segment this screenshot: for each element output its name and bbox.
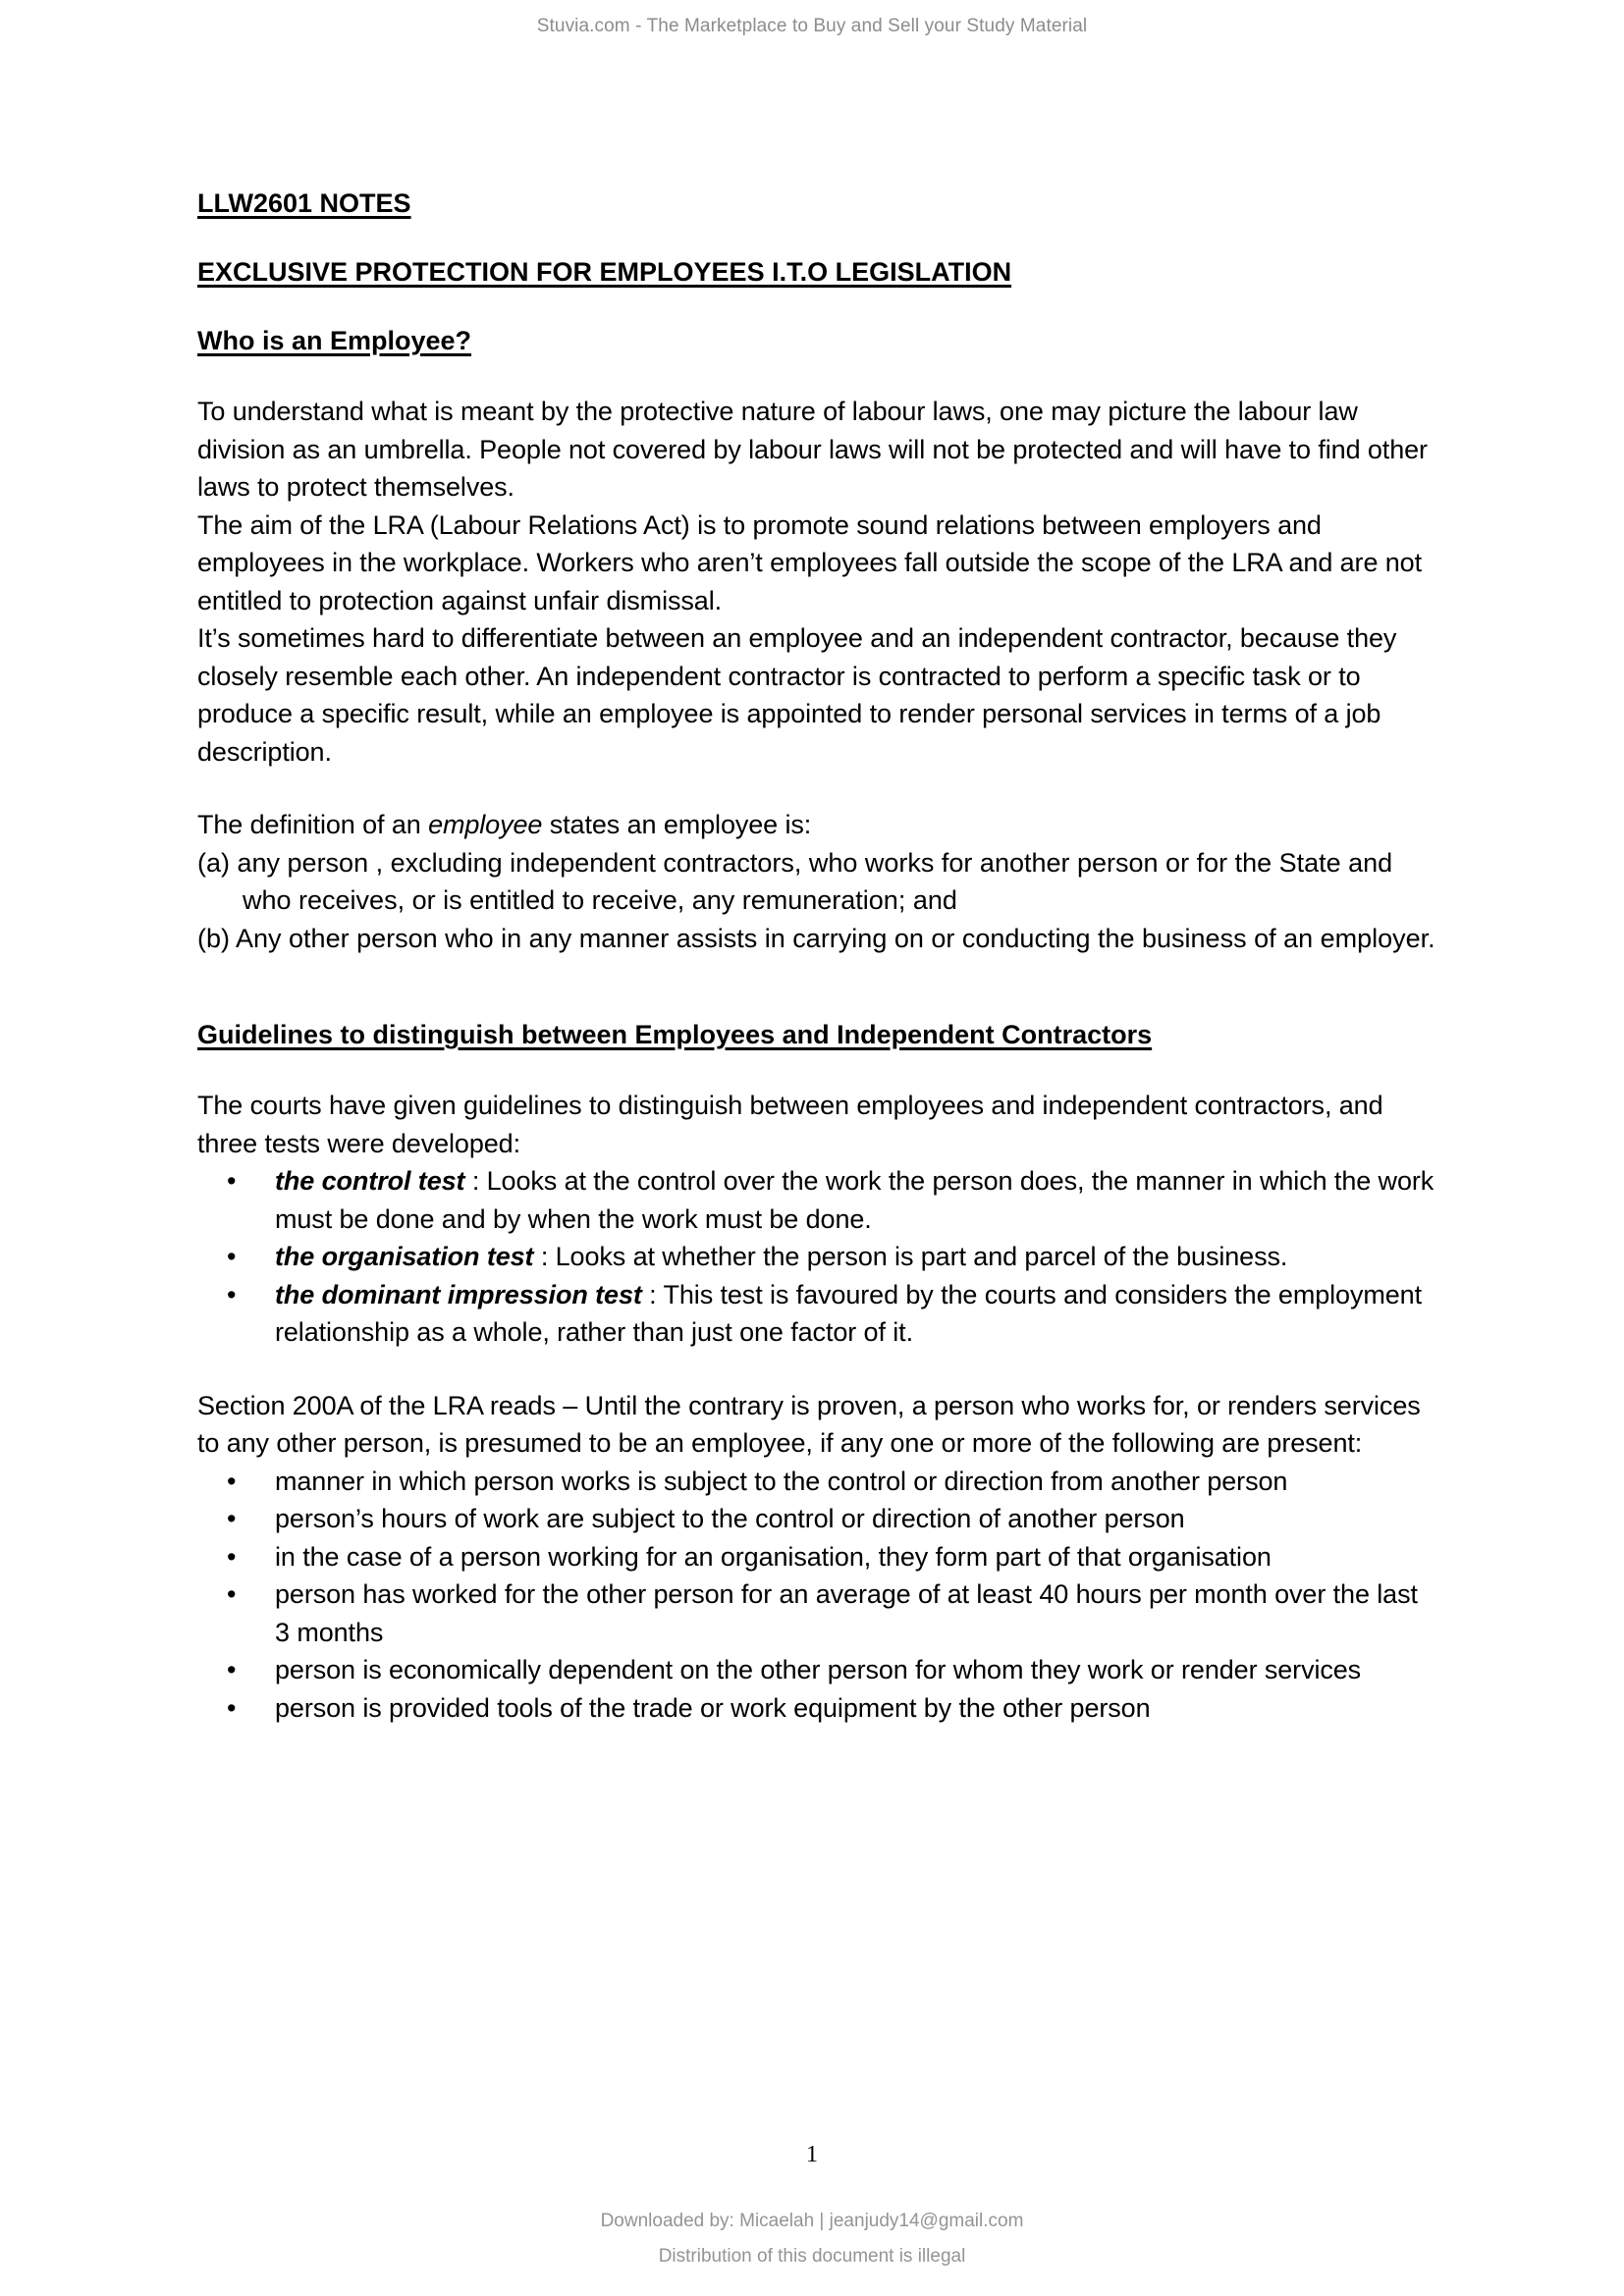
list-item-text: person is economically dependent on the other person for whom they work or render services [275, 1655, 1362, 1685]
document-footer [0, 2204, 1624, 2274]
test-name: the control test [275, 1166, 465, 1197]
bullet-icon: • [227, 1579, 237, 1610]
list-item [197, 1463, 1439, 1501]
spacer [197, 771, 1439, 806]
list-item [197, 1651, 1439, 1689]
bullet-icon: • [227, 1279, 237, 1309]
bullet-icon: • [227, 1692, 237, 1723]
list-item-text: in the case of a person working for an organisation, they form part of that organisation [275, 1541, 1272, 1572]
list-item [197, 1162, 1439, 1238]
bullet-icon: • [227, 1242, 237, 1272]
definition-item-a: (a) any person , excluding independent contractors, who works for another person or for the State and who receives, or is entitled to receive, any remuneration; and [197, 847, 1393, 916]
definition-lead-after: states an employee is: [542, 810, 812, 840]
list-item [197, 1538, 1439, 1576]
list-item [197, 1575, 1439, 1651]
section-heading-block [197, 255, 1439, 290]
list-item-text: person’s hours of work are subject to the control or direction of another person [275, 1504, 1185, 1534]
list-item [197, 1500, 1439, 1538]
list-item [197, 1276, 1439, 1352]
list-item-text: person has worked for the other person for an average of at least 40 hours per month over the last 3 months [275, 1579, 1418, 1647]
bullet-icon: • [227, 1504, 237, 1534]
page-number-text: 1 [806, 2142, 818, 2167]
document-title-block [197, 187, 1439, 221]
paragraph-intro: To understand what is meant by the protective nature of labour laws, one may picture the labour law division as an umbrella. People not covered by labour laws will not be protected and will have to find other laws to protect themselves. [197, 397, 1428, 503]
bullet-icon: • [227, 1541, 237, 1572]
tests-bullet-list [197, 1162, 1439, 1352]
section-heading-text: EXCLUSIVE PROTECTION FOR EMPLOYEES I.T.O LEGISLATION [197, 257, 1012, 288]
guidelines-heading-text: Guidelines to distinguish between Employees and Independent Contractors [197, 1020, 1153, 1050]
test-description: : Looks at whether the person is part and parcel of the business. [533, 1242, 1288, 1272]
definition-lead-italic: employee [428, 810, 543, 840]
bullet-icon: • [227, 1166, 237, 1197]
document-content [197, 187, 1439, 1727]
paragraph-contractor-difference: It’s sometimes hard to differentiate between an employee and an independent contractor, because they closely resemble each other. An independent contractor is contracted to perform a specific task or to produce a specific result, while an employee is appointed to render personal services in terms of a job description. [197, 623, 1397, 767]
stuvia-watermark-header [0, 16, 1624, 37]
spacer [197, 957, 1439, 1018]
list-item-text: person is provided tools of the trade or work equipment by the other person [275, 1692, 1151, 1723]
page-title [197, 187, 1439, 221]
paragraph-lra-aim: The aim of the LRA (Labour Relations Act) is to promote sound relations between employers and employees in the workplace. Workers who aren’t employees fall outside the scope of the LRA and are not entitled to protection against unfair dismissal. [197, 509, 1423, 615]
definition-lead-line [197, 806, 1439, 844]
test-description: : Looks at the control over the work the person does, the manner in which the work must be done and by when the work must be done. [275, 1166, 1435, 1234]
paragraph-guidelines-intro: The courts have given guidelines to distinguish between employees and independent contractors, and three tests were developed: [197, 1091, 1383, 1158]
guidelines-heading [197, 1018, 1439, 1052]
list-item-text: manner in which person works is subject to the control or direction from another person [275, 1466, 1288, 1496]
test-description: : This test is favoured by the courts and considers the employment relationship as a whole, rather than just one factor of it. [275, 1279, 1422, 1348]
page-title-text: LLW2601 NOTES [197, 188, 411, 218]
test-name: the organisation test [275, 1242, 534, 1272]
guidelines-heading-block [197, 1018, 1439, 1052]
paragraph-section-200a: Section 200A of the LRA reads – Until the contrary is proven, a person who works for, or renders services to any other person, is presumed to be an employee, if any one or more of the following are present: [197, 1390, 1421, 1459]
subheading-who-is-an-employee [197, 324, 1439, 358]
page-number [0, 2142, 1624, 2168]
list-item [197, 1689, 1439, 1728]
definition-lead-before: The definition of an [197, 810, 429, 840]
footer-downloaded-by: Downloaded by: Micaelah | jeanjudy14@gmail.com [600, 2211, 1024, 2231]
subheading-block [197, 324, 1439, 358]
bullet-icon: • [227, 1466, 237, 1496]
spacer [197, 1352, 1439, 1387]
list-item [197, 1238, 1439, 1276]
subheading-text: Who is an Employee? [197, 326, 472, 356]
footer-distribution-notice: Distribution of this document is illegal [658, 2246, 966, 2267]
section-200a-bullet-list [197, 1463, 1439, 1728]
bullet-icon: • [227, 1655, 237, 1685]
stuvia-watermark-text: Stuvia.com - The Marketplace to Buy and Sell your Study Material [536, 16, 1088, 36]
section-heading [197, 255, 1439, 290]
definition-item-b: (b) Any other person who in any manner assists in carrying on or conducting the business of an employer. [197, 923, 1435, 953]
test-name: the dominant impression test [275, 1279, 642, 1309]
